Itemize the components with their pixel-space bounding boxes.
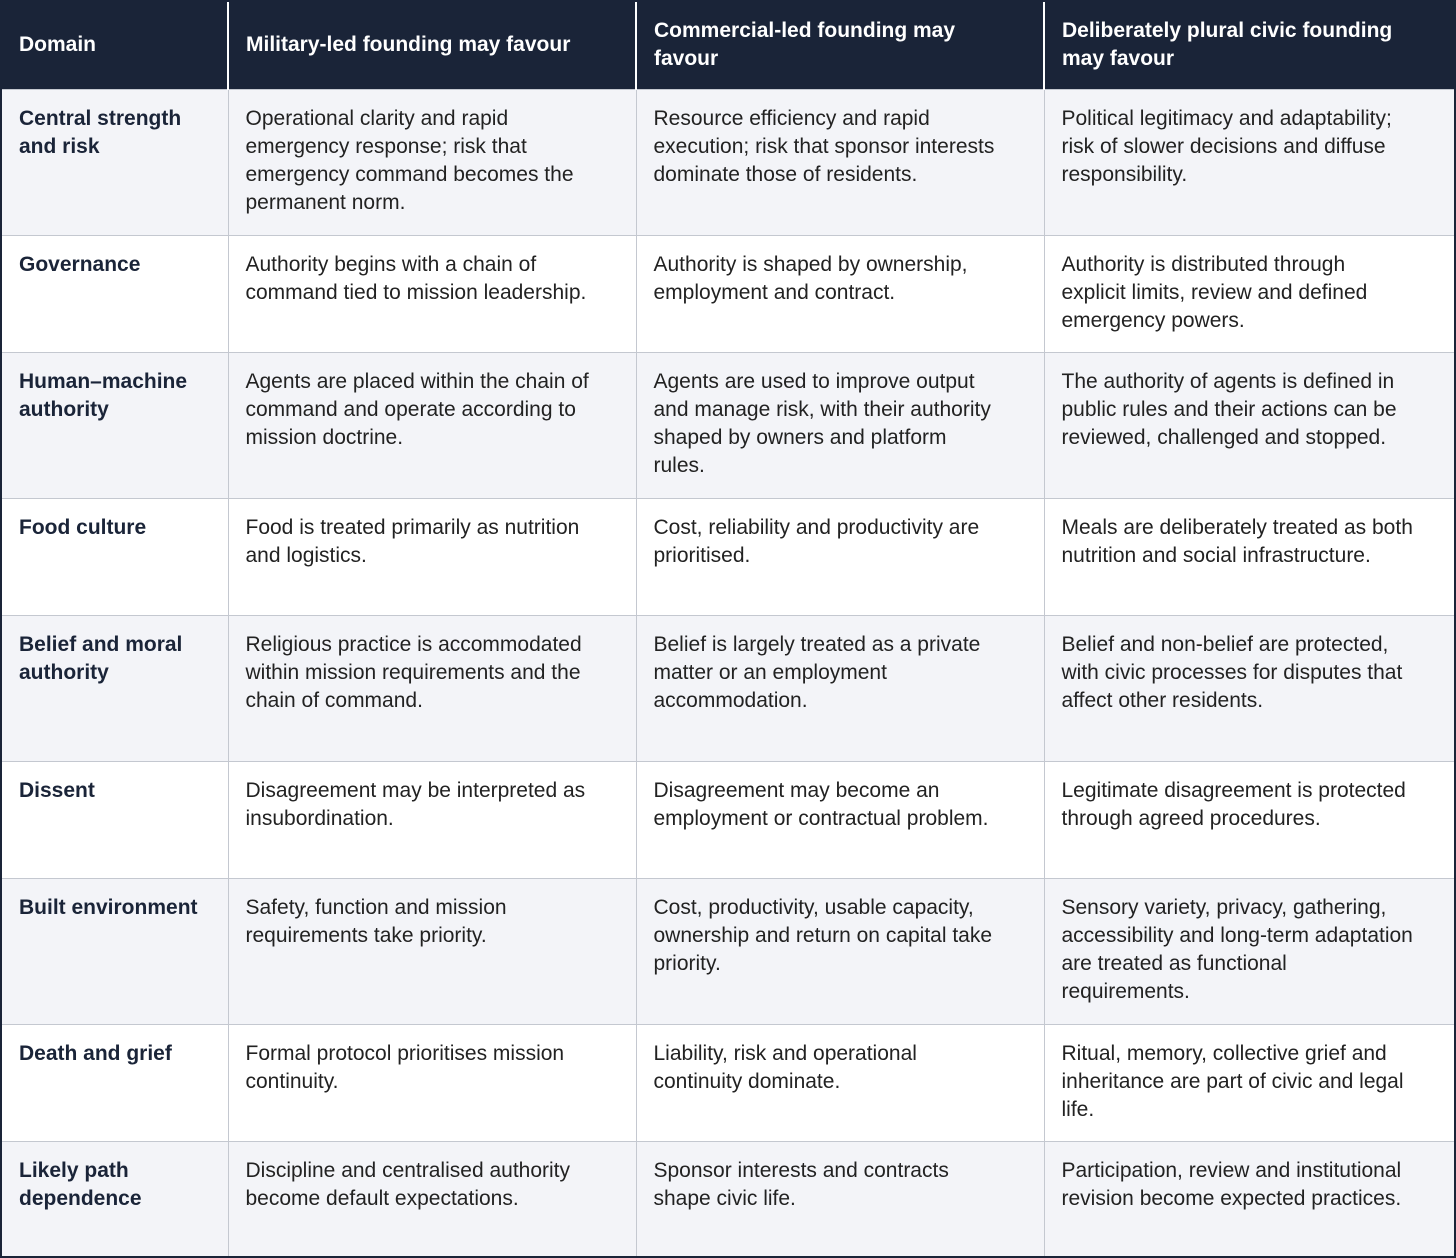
table-row: [2, 498, 1454, 615]
header-commercial: Commercial-led founding may favour: [636, 2, 1044, 89]
header-row: [2, 2, 1454, 89]
table-row: [2, 1024, 1454, 1141]
cell-domain: Food culture: [2, 498, 228, 615]
cell-military: Religious practice is accommodated within mission requirements and the chain of command.: [228, 615, 636, 761]
cell-domain: Governance: [2, 235, 228, 352]
table-row: [2, 89, 1454, 235]
cell-domain: Likely path dependence: [2, 1141, 228, 1258]
cell-commercial: Sponsor interests and contracts shape civic life.: [636, 1141, 1044, 1258]
cell-civic: The authority of agents is defined in public rules and their actions can be reviewed, challenged and stopped.: [1044, 352, 1454, 498]
cell-military: Agents are placed within the chain of command and operate according to mission doctrine.: [228, 352, 636, 498]
cell-military: Safety, function and mission requirements take priority.: [228, 878, 636, 1024]
table-row: [2, 235, 1454, 352]
cell-commercial: Authority is shaped by ownership, employment and contract.: [636, 235, 1044, 352]
header-military: Military-led founding may favour: [228, 2, 636, 89]
cell-commercial: Resource efficiency and rapid execution; risk that sponsor interests dominate those of residents.: [636, 89, 1044, 235]
cell-civic: Legitimate disagreement is protected through agreed procedures.: [1044, 761, 1454, 878]
cell-military: Disagreement may be interpreted as insubordination.: [228, 761, 636, 878]
cell-civic: Political legitimacy and adaptability; risk of slower decisions and diffuse responsibility.: [1044, 89, 1454, 235]
cell-domain: Human–machine authority: [2, 352, 228, 498]
table-row: [2, 352, 1454, 498]
cell-domain: Belief and moral authority: [2, 615, 228, 761]
cell-civic: Meals are deliberately treated as both nutrition and social infrastructure.: [1044, 498, 1454, 615]
cell-domain: Death and grief: [2, 1024, 228, 1141]
cell-commercial: Disagreement may become an employment or contractual problem.: [636, 761, 1044, 878]
header-civic: Deliberately plural civic founding may favour: [1044, 2, 1454, 89]
founding-comparison-table: [2, 2, 1454, 1258]
cell-military: Food is treated primarily as nutrition and logistics.: [228, 498, 636, 615]
cell-commercial: Cost, productivity, usable capacity, ownership and return on capital take priority.: [636, 878, 1044, 1024]
table-header: [2, 2, 1454, 89]
cell-military: Formal protocol prioritises mission continuity.: [228, 1024, 636, 1141]
table-row: [2, 761, 1454, 878]
cell-domain: Dissent: [2, 761, 228, 878]
cell-civic: Participation, review and institutional revision become expected practices.: [1044, 1141, 1454, 1258]
cell-civic: Ritual, memory, collective grief and inheritance are part of civic and legal life.: [1044, 1024, 1454, 1141]
cell-domain: Central strength and risk: [2, 89, 228, 235]
cell-military: Operational clarity and rapid emergency response; risk that emergency command becomes the permanent norm.: [228, 89, 636, 235]
cell-commercial: Cost, reliability and productivity are prioritised.: [636, 498, 1044, 615]
cell-military: Discipline and centralised authority become default expectations.: [228, 1141, 636, 1258]
table-body: [2, 89, 1454, 1258]
table-row: [2, 1141, 1454, 1258]
cell-civic: Belief and non-belief are protected, with civic processes for disputes that affect other residents.: [1044, 615, 1454, 761]
cell-commercial: Liability, risk and operational continuity dominate.: [636, 1024, 1044, 1141]
table-row: [2, 878, 1454, 1024]
cell-commercial: Agents are used to improve output and manage risk, with their authority shaped by owners and platform rules.: [636, 352, 1044, 498]
cell-domain: Built environment: [2, 878, 228, 1024]
cell-military: Authority begins with a chain of command tied to mission leadership.: [228, 235, 636, 352]
cell-civic: Authority is distributed through explicit limits, review and defined emergency powers.: [1044, 235, 1454, 352]
cell-civic: Sensory variety, privacy, gathering, accessibility and long-term adaptation are treated as functional requirements.: [1044, 878, 1454, 1024]
cell-commercial: Belief is largely treated as a private matter or an employment accommodation.: [636, 615, 1044, 761]
header-domain: Domain: [2, 2, 228, 89]
table-row: [2, 615, 1454, 761]
